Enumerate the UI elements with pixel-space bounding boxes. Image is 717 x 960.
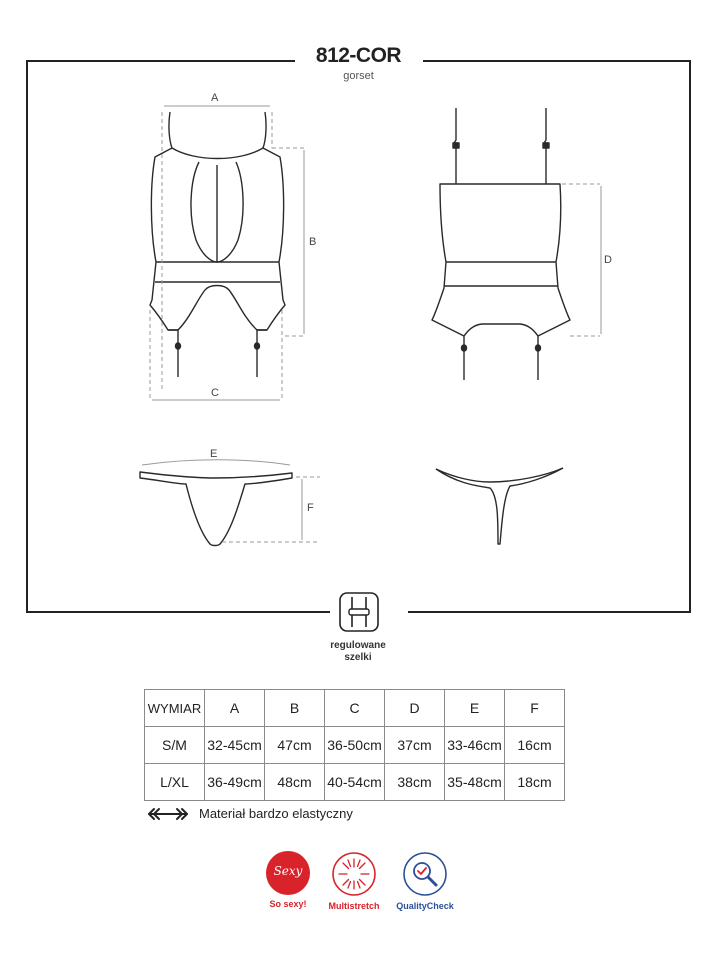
table-cell: 37cm bbox=[385, 727, 445, 764]
feature-label-line1: regulowane bbox=[330, 640, 386, 651]
quality-check-icon bbox=[402, 851, 448, 897]
table-cell: 32-45cm bbox=[205, 727, 265, 764]
dim-label-b: B bbox=[309, 236, 317, 248]
elastic-note bbox=[147, 806, 353, 821]
multistretch-icon bbox=[331, 851, 377, 897]
table-cell: S/M bbox=[145, 727, 205, 764]
table-header-cell: F bbox=[505, 690, 565, 727]
double-arrow-icon bbox=[147, 807, 189, 821]
adjustable-strap-icon bbox=[340, 593, 378, 631]
table-cell: 47cm bbox=[265, 727, 325, 764]
table-row bbox=[145, 727, 565, 764]
table-header-cell: C bbox=[325, 690, 385, 727]
table-cell: L/XL bbox=[145, 764, 205, 801]
dim-label-d: D bbox=[604, 254, 612, 266]
feature-label bbox=[308, 640, 408, 664]
dim-label-a: A bbox=[211, 92, 219, 104]
table-header-cell: E bbox=[445, 690, 505, 727]
table-header-cell: B bbox=[265, 690, 325, 727]
outer-frame bbox=[27, 61, 690, 612]
table-cell: 36-50cm bbox=[325, 727, 385, 764]
elastic-note-text: Materiał bardzo elastyczny bbox=[199, 806, 353, 821]
table-cell: 48cm bbox=[265, 764, 325, 801]
table-cell: 36-49cm bbox=[205, 764, 265, 801]
table-header-cell: WYMIAR bbox=[145, 690, 205, 727]
table-cell: 40-54cm bbox=[325, 764, 385, 801]
product-title: 812-COR bbox=[315, 44, 402, 67]
table-cell: 35-48cm bbox=[445, 764, 505, 801]
thong-back-drawing bbox=[436, 468, 563, 544]
table-cell: 16cm bbox=[505, 727, 565, 764]
corset-front-drawing bbox=[150, 112, 285, 377]
table-header-cell: A bbox=[205, 690, 265, 727]
table-row bbox=[145, 764, 565, 801]
size-table-header-row bbox=[145, 690, 565, 727]
dim-label-c: C bbox=[211, 387, 219, 399]
product-subtitle: gorset bbox=[343, 70, 374, 82]
corset-back-drawing bbox=[432, 108, 570, 380]
sexy-icon bbox=[266, 851, 310, 895]
dim-label-f: F bbox=[307, 502, 314, 514]
thong-front-drawing bbox=[140, 472, 292, 546]
table-header-cell: D bbox=[385, 690, 445, 727]
size-table bbox=[144, 689, 565, 801]
table-cell: 33-46cm bbox=[445, 727, 505, 764]
table-cell: 38cm bbox=[385, 764, 445, 801]
feature-label-line2: szelki bbox=[344, 652, 372, 663]
dim-label-e: E bbox=[210, 448, 218, 460]
badge-label: QualityCheck bbox=[396, 901, 454, 911]
sexy-icon-text: Sexy bbox=[273, 864, 303, 878]
badge-label: Multistretch bbox=[328, 901, 380, 911]
table-cell: 18cm bbox=[505, 764, 565, 801]
badge-quality-check bbox=[380, 851, 470, 911]
badge-label: So sexy! bbox=[269, 899, 307, 909]
thong-front-arrow-lines bbox=[142, 460, 302, 540]
